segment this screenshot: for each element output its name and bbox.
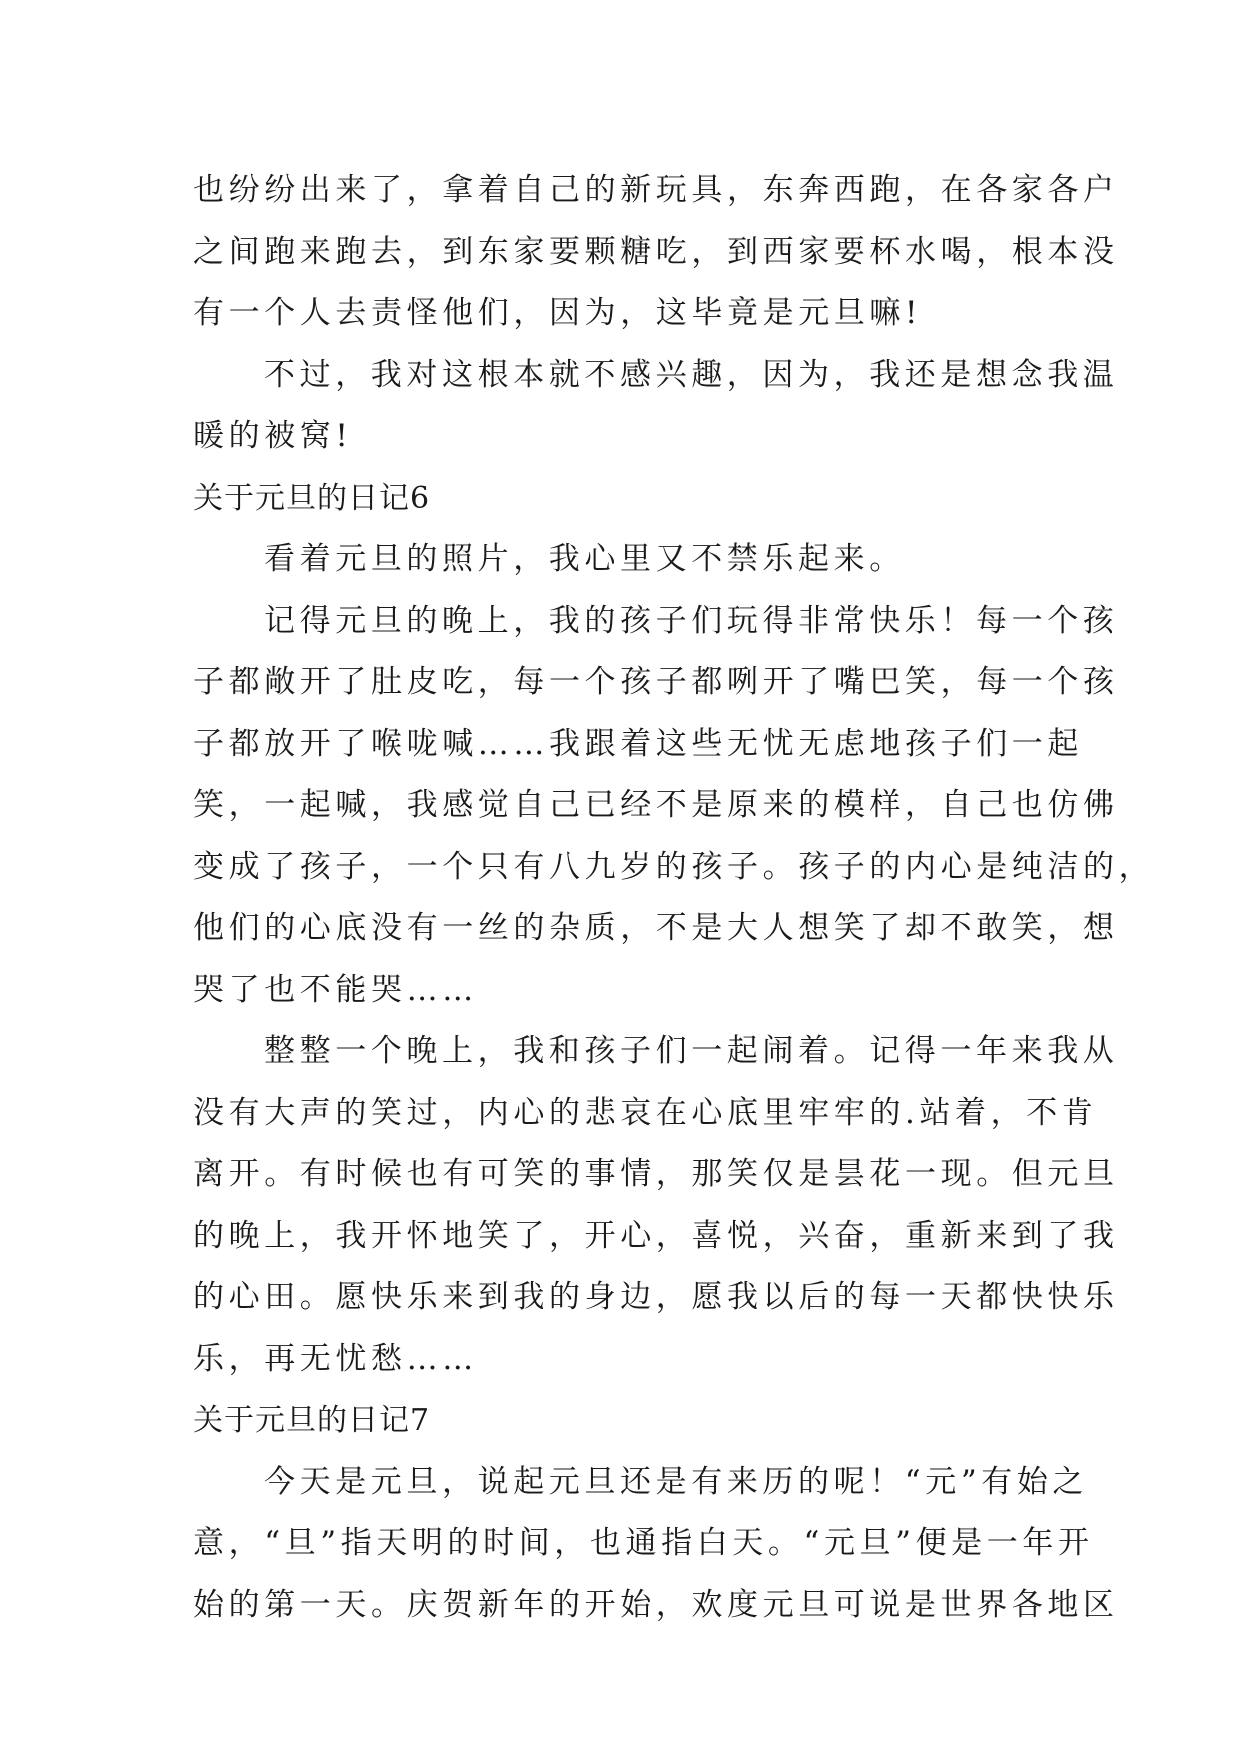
text-line: 也纷纷出来了，拿着自己的新玩具，东奔西跑，在各家各户 [193,172,1119,208]
paragraph-new-year-origin [193,1452,1119,1637]
text-line: 乐，再无忧愁…… [193,1340,478,1377]
paragraph-photo [193,529,1055,591]
section-heading-7: 关于元旦的日记7 [193,1403,431,1438]
paragraph-whole-evening [193,1021,1119,1390]
paragraph-intro [193,160,1119,345]
text-line: 的晚上，我开怀地笑了，开心，喜悦，兴奋，重新来到了我 [193,1217,1119,1254]
text-line: 始的第一天。庆贺新年的开始，欢度元旦可说是世界各地区 [193,1586,1119,1623]
text-line: 之间跑来跑去，到东家要颗糖吃，到西家要杯水喝，根本没 [193,233,1119,270]
section-heading-6: 关于元旦的日记6 [193,480,431,516]
text-line: 看着元旦的照片，我心里又不禁乐起来。 [264,541,905,577]
text-line: 今天是元旦，说起元旦还是有来历的呢！“元”有始之 [264,1463,1089,1500]
paragraph-not-interested [193,345,1119,468]
text-line: 离开。有时候也有可笑的事情，那笑仅是昙花一现。但元旦 [193,1156,1119,1192]
paragraph-evening-joy [193,591,1155,1022]
text-line: 不过，我对这根本就不感兴趣，因为，我还是想念我温 [264,356,1119,393]
text-line: 暖的被窝! [193,418,353,454]
text-line: 他们的心底没有一丝的杂质，不是大人想笑了却不敢笑，想 [193,910,1119,946]
text-line: 有一个人去责怪他们，因为，这毕竟是元旦嘛! [193,295,923,331]
text-line: 的心田。愿快乐来到我的身边，愿我以后的每一天都快快乐 [193,1279,1119,1315]
text-line: 记得元旦的晚上，我的孩子们玩得非常快乐！每一个孩 [264,602,1119,639]
text-line: 笑，一起喊，我感觉自己已经不是原来的模样，自己也仿佛 [193,787,1119,823]
text-line: 子都放开了喉咙喊……我跟着这些无忧无虑地孩子们一起 [193,725,1083,762]
text-line: 变成了孩子，一个只有八九岁的孩子。孩子的内心是纯洁的， [193,848,1155,885]
text-line: 意，“旦”指天明的时间，也通指白天。“元旦”便是一年开 [193,1525,1094,1561]
text-line: 子都敞开了肚皮吃，每一个孩子都咧开了嘴巴笑，每一个孩 [193,664,1119,700]
text-line: 哭了也不能哭…… [193,971,478,1008]
text-line: 没有大声的笑过，内心的悲哀在心底里牢牢的.站着，不肯 [193,1094,1098,1131]
document-page [193,160,1155,1636]
text-line: 整整一个晚上，我和孩子们一起闹着。记得一年来我从 [264,1033,1119,1069]
